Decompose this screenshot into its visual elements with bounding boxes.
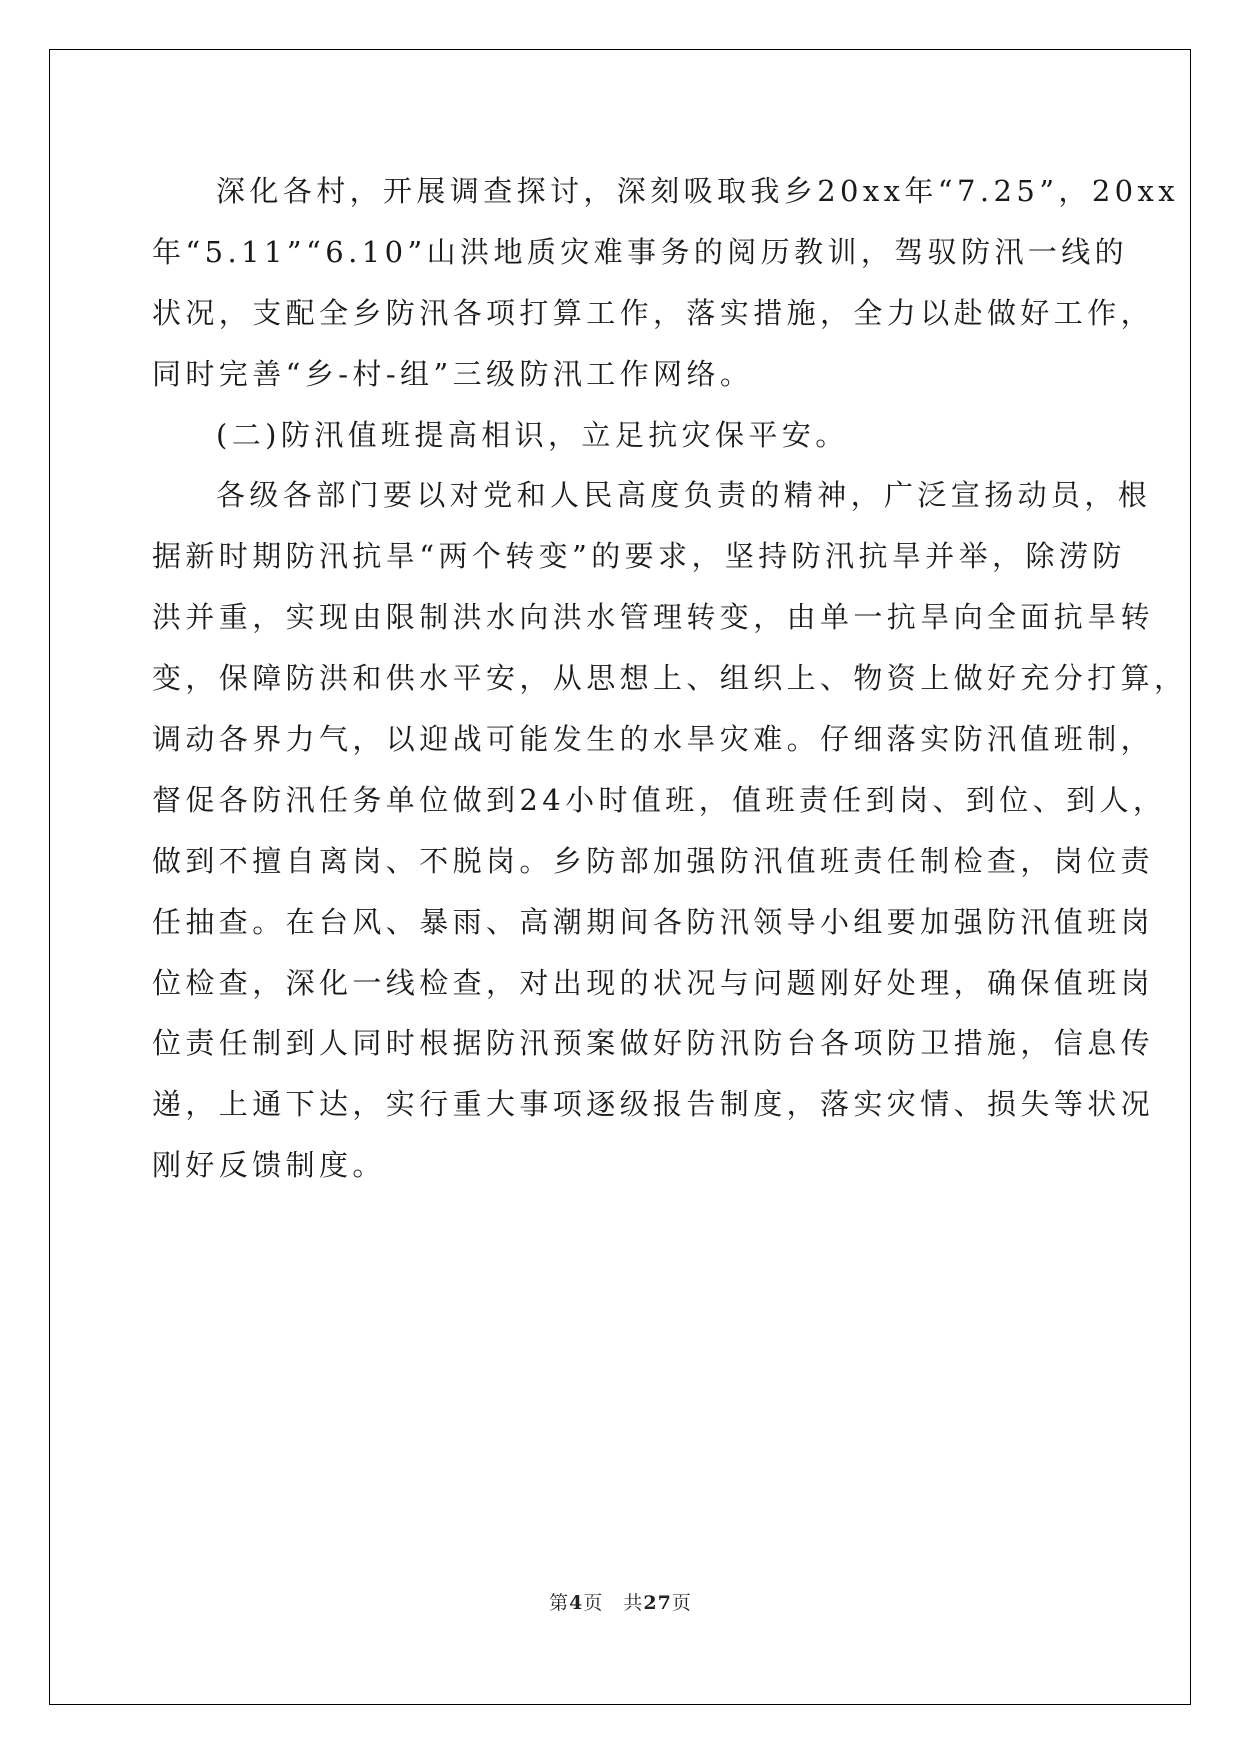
paragraph-line: 刚好反馈制度。 (152, 1148, 386, 1183)
paragraph-line: 位责任制到人同时根据防汛预案做好防汛防台各项防卫措施，信息传 (152, 1026, 1155, 1061)
page-footer (0, 1588, 1241, 1615)
total-prefix: 共 (623, 1592, 644, 1614)
document-body (152, 161, 1188, 1196)
paragraph-line: 递，上通下达，实行重大事项逐级报告制度，落实灾情、损失等状况 (152, 1087, 1155, 1122)
total-pages-number: 27 (643, 1592, 672, 1614)
paragraph-line: 位检查，深化一线检查，对出现的状况与问题刚好处理，确保值班岗 (152, 965, 1155, 1000)
paragraph-line: 据新时期防汛抗旱“两个转变”的要求，坚持防汛抗旱并举，除涝防 (152, 539, 1126, 574)
paragraph-line: 任抽查。在台风、暴雨、高潮期间各防汛领导小组要加强防汛值班岗 (152, 904, 1155, 939)
page-prefix: 第 (549, 1592, 570, 1614)
paragraph-line: 深化各村，开展调查探讨，深刻吸取我乡20xx年“7.25”，20xx (216, 174, 1180, 208)
page-number (549, 1592, 603, 1614)
page-suffix: 页 (583, 1592, 604, 1614)
paragraph-line: 状况，支配全乡防汛各项打算工作，落实措施，全力以赴做好工作， (152, 295, 1155, 330)
section-heading: (二)防汛值班提高相识，立足抗灾保平安。 (216, 417, 849, 452)
paragraph-line: 洪并重，实现由限制洪水向洪水管理转变，由单一抗旱向全面抗旱转 (152, 600, 1155, 635)
current-page-number: 4 (569, 1592, 584, 1614)
paragraph-line: 年“5.11”“6.10”山洪地质灾难事务的阅历教训，驾驭防汛一线的 (152, 234, 1129, 269)
paragraph-line: 做到不擅自离岗、不脱岗。乡防部加强防汛值班责任制检查，岗位责 (152, 843, 1155, 878)
paragraph-line: 同时完善“乡-村-组”三级防汛工作网络。 (152, 356, 754, 391)
paragraph-line: 变，保障防洪和供水平安，从思想上、组织上、物资上做好充分打算， (152, 661, 1188, 696)
total-pages (623, 1592, 691, 1614)
paragraph-line: 督促各防汛任务单位做到24小时值班，值班责任到岗、到位、到人， (152, 782, 1167, 817)
total-suffix: 页 (671, 1592, 692, 1614)
paragraph-line: 调动各界力气，以迎战可能发生的水旱灾难。仔细落实防汛值班制， (152, 722, 1155, 757)
paragraph-line: 各级各部门要以对党和人民高度负责的精神，广泛宣扬动员，根 (216, 478, 1152, 513)
